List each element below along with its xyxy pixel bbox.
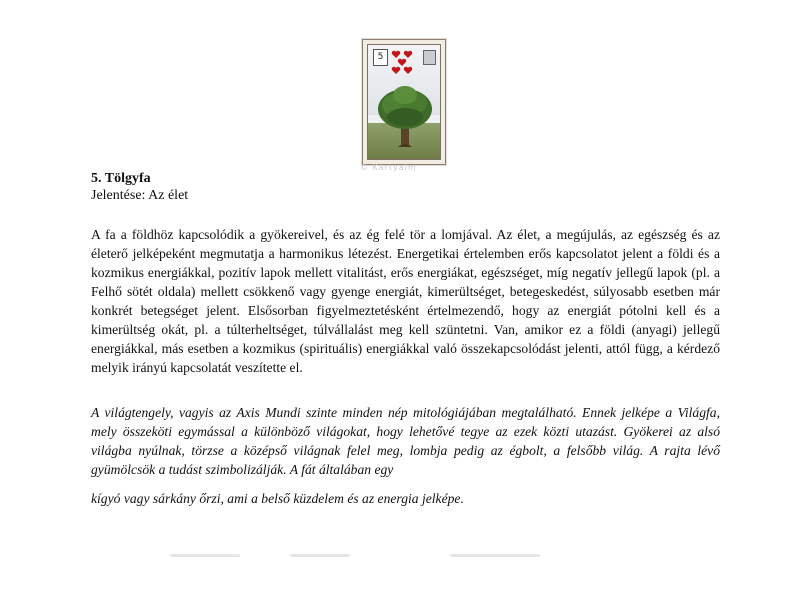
card-illustration xyxy=(367,44,441,160)
hearts-icon xyxy=(390,49,420,85)
card-suit-icon xyxy=(423,50,436,65)
card-number-label: 5 xyxy=(373,49,388,66)
page-title: 5. Tölgyfa xyxy=(91,171,151,186)
scan-artifact xyxy=(170,554,240,557)
paragraph-meaning: A fa a földhöz kapcsolódik a gyökereivel, és az ég felé tör a lomjával. Az élet, a megújulás, az egészség és az életerő jelképeként megmutatja a harmonikus létezést. Energetikai értelemben erős kapcsolatot jelent a földi és a kozmikus energiákkal, pozitív lapok mellett vitalitást, erős energiákat, egészséget, míg negatív jellegű lapok (pl. a Felhő sötét oldala) mellett csökkenő vagy gyenge energiát, kimerültséget, betegeskedést, súlyosabb esetben már konkrét betegséget jelent. Elsősorban figyelmeztetésként értelmezendő, hogy az energiát pótolni kell és a kimerültség okát, pl. a túlterheltséget, túlvállalást meg kell szüntetni. Van, amikor ez a földi (anyagi) jellegű energiákkal, más esetben a kozmikus (spirituális) energiákkal való összekapcsolódást jelenti, attól függ, a kérdező melyik irányú kapcsolatát veszítette el. xyxy=(91,227,720,375)
paragraph-mythology-end: kígyó vagy sárkány őrzi, ami a belső küzdelem és az energia jelképe. xyxy=(91,491,464,506)
paragraph-mythology: A világtengely, vagyis az Axis Mundi szinte minden nép mitológiájában megtalálható. Ennek jelképe a Világfa, mely összeköti egymással a különböző világokat, hogy lehetővé tegye az ezek közti utazást. Gyökerei az alsó világba nyúlnak, törzse a középső világnak felel meg, lombja pedig az égbolt, a felsőbb világ. A rajta lévő gyümölcsök a tudást szimbolizálják. A fát általában egy xyxy=(91,405,720,477)
scan-artifact xyxy=(450,554,540,557)
page-subtitle: Jelentése: Az élet xyxy=(91,188,189,203)
scan-artifact xyxy=(290,554,350,557)
playing-card-image xyxy=(362,39,446,165)
oak-tree-icon xyxy=(376,85,434,157)
watermark-text: © Kártyaim xyxy=(360,163,417,172)
